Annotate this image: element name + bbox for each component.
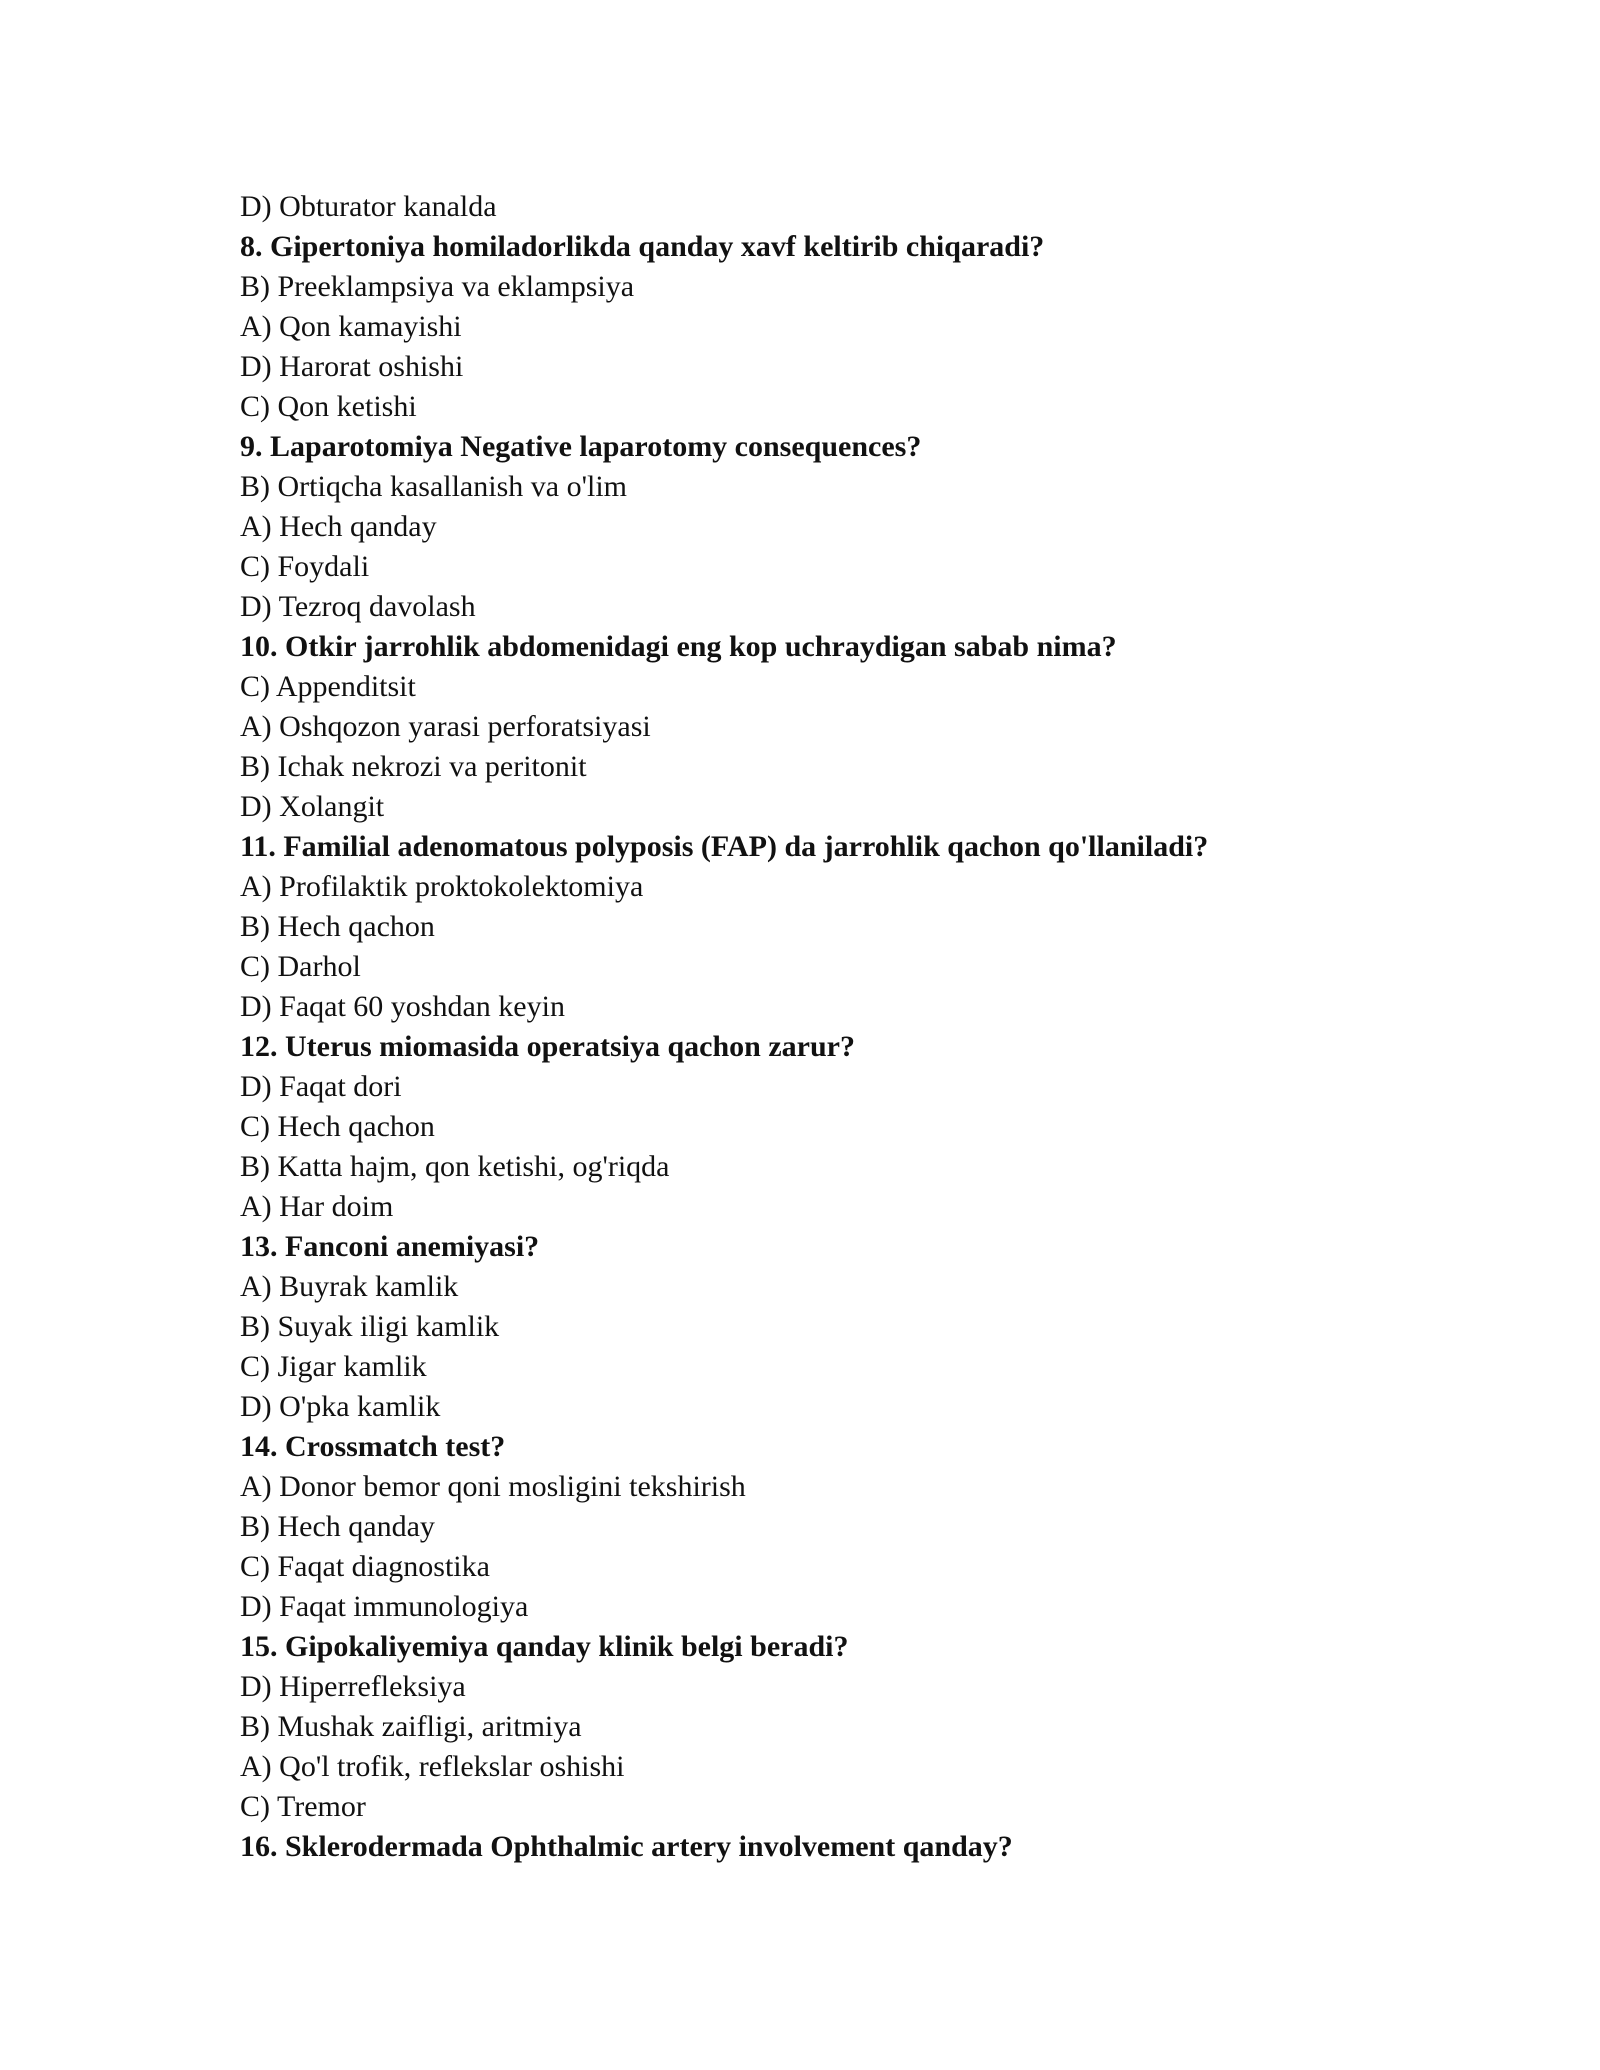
question-13-option: C) Jigar kamlik [240,1350,427,1383]
question-15-title: 15. Gipokaliyemiya qanday klinik belgi beradi? [240,1630,849,1663]
question-8-option: A) Qon kamayishi [240,310,462,343]
question-10-option: A) Oshqozon yarasi perforatsiyasi [240,710,651,743]
question-11-option: A) Profilaktik proktokolektomiya [240,870,644,903]
question-15-option: B) Mushak zaifligi, aritmiya [240,1710,582,1743]
question-13-option: A) Buyrak kamlik [240,1270,459,1303]
question-11-option: C) Darhol [240,950,361,983]
question-12-option: A) Har doim [240,1190,394,1223]
question-16-title: 16. Sklerodermada Ophthalmic artery involvement qanday? [240,1830,1013,1863]
question-15-option: C) Tremor [240,1790,366,1823]
question-11-title: 11. Familial adenomatous polyposis (FAP) da jarrohlik qachon qo'llaniladi? [240,830,1209,863]
question-13-option: D) O'pka kamlik [240,1390,441,1423]
question-14-option: C) Faqat diagnostika [240,1550,490,1583]
question-8-title: 8. Gipertoniya homiladorlikda qanday xavf keltirib chiqaradi? [240,230,1045,263]
question-13-option: B) Suyak iligi kamlik [240,1310,500,1343]
question-9-option: A) Hech qanday [240,510,437,543]
document-page [240,187,1400,1867]
question-9-title: 9. Laparotomiya Negative laparotomy consequences? [240,430,922,463]
question-8-option: B) Preeklampsiya va eklampsiya [240,270,635,303]
question-12-option: D) Faqat dori [240,1070,402,1103]
question-12-title: 12. Uterus miomasida operatsiya qachon zarur? [240,1030,855,1063]
question-14-option: D) Faqat immunologiya [240,1590,529,1623]
question-8-option: C) Qon ketishi [240,390,417,423]
question-9-option: D) Tezroq davolash [240,590,476,623]
question-10-option: C) Appenditsit [240,670,416,703]
question-11-option: D) Faqat 60 yoshdan keyin [240,990,565,1023]
question-11-option: B) Hech qachon [240,910,435,943]
question-15-option: D) Hiperrefleksiya [240,1670,466,1703]
question-14-option: A) Donor bemor qoni mosligini tekshirish [240,1470,746,1503]
question-14-option: B) Hech qanday [240,1510,435,1543]
question-8-option: D) Harorat oshishi [240,350,464,383]
question-12-option: B) Katta hajm, qon ketishi, og'riqda [240,1150,670,1183]
question-9-option: B) Ortiqcha kasallanish va o'lim [240,470,627,503]
question-13-title: 13. Fanconi anemiyasi? [240,1230,540,1263]
question-10-title: 10. Otkir jarrohlik abdomenidagi eng kop uchraydigan sabab nima? [240,630,1117,663]
question-10-option: D) Xolangit [240,790,385,823]
question-14-title: 14. Crossmatch test? [240,1430,506,1463]
question-12-option: C) Hech qachon [240,1110,435,1143]
question-9-option: C) Foydali [240,550,370,583]
question-10-option: B) Ichak nekrozi va peritonit [240,750,587,783]
option-line: D) Obturator kanalda [240,190,497,223]
question-15-option: A) Qo'l trofik, reflekslar oshishi [240,1750,625,1783]
